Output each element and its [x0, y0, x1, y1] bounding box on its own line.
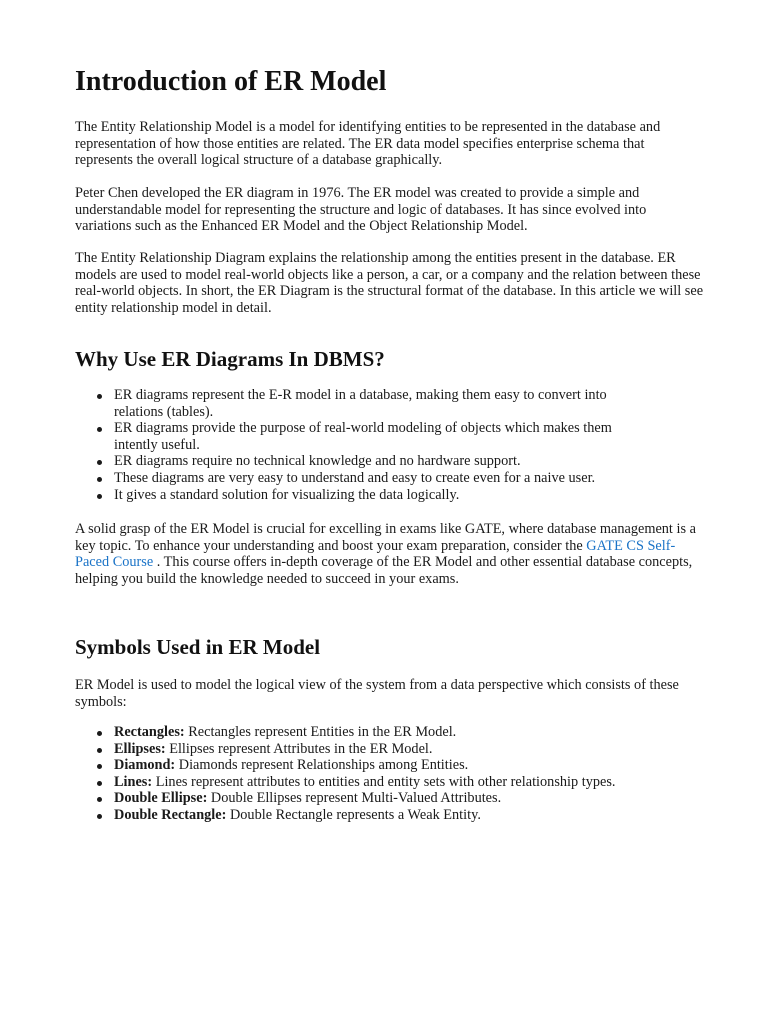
list-item-diamond	[114, 757, 705, 774]
section-heading-why: Why Use ER Diagrams In DBMS?	[75, 347, 385, 371]
symbol-desc: Lines represent attributes to entities and entity sets with other relationship types.	[152, 773, 616, 790]
gate-paragraph	[75, 521, 705, 587]
symbol-desc: Diamonds represent Relationships among Entities.	[175, 757, 469, 774]
symbols-intro: ER Model is used to model the logical view of the system from a data perspective which consists of these symbols:	[75, 677, 679, 710]
section-heading-symbols: Symbols Used in ER Model	[75, 635, 321, 659]
symbol-desc: Double Ellipses represent Multi-Valued Attributes.	[207, 790, 502, 807]
list-item: It gives a standard solution for visualizing the data logically.	[114, 487, 705, 504]
gate-text-before: A solid grasp of the ER Model is crucial for excelling in exams like GATE, where database management is a key topic. To enhance your understanding and boost your exam preparation, consider the	[75, 521, 696, 554]
list-item: ER diagrams require no technical knowledge and no hardware support.	[114, 453, 705, 470]
list-item: These diagrams are very easy to understand and easy to create even for a naive user.	[114, 470, 705, 487]
symbol-desc: Double Rectangle represents a Weak Entity.	[226, 806, 481, 823]
page-title: Introduction of ER Model	[75, 66, 387, 97]
symbol-term: Double Ellipse:	[114, 790, 208, 807]
list-item: ER diagrams represent the E-R model in a database, making them easy to convert into relations (tables).	[114, 387, 705, 420]
why-list	[75, 387, 705, 503]
symbol-term: Ellipses:	[114, 740, 166, 757]
intro-paragraph-2: Peter Chen developed the ER diagram in 1976. The ER model was created to provide a simple and understandable model for representing the structure and logic of databases. It has since evolved into variations such as the Enhanced ER Model and the Object Relationship Model.	[75, 185, 647, 235]
list-item-double-ellipse	[114, 790, 705, 807]
gate-course-link[interactable]: GATE CS Self-Paced Course	[75, 537, 676, 571]
symbol-term: Lines:	[114, 773, 153, 790]
symbol-term: Double Rectangle:	[114, 806, 227, 823]
intro-paragraph-1: The Entity Relationship Model is a model for identifying entities to be represented in the database and representation of how those entities are related. The ER data model specifies enterprise schema that represents the overall logical structure of a database graphically.	[75, 119, 661, 169]
list-item-lines	[114, 774, 705, 791]
list-item-rectangles	[114, 724, 705, 741]
symbol-term: Rectangles:	[114, 724, 185, 740]
list-item: ER diagrams provide the purpose of real-world modeling of objects which makes them intently useful.	[114, 420, 705, 453]
symbol-desc: Ellipses represent Attributes in the ER Model.	[165, 740, 433, 757]
list-item-double-rectangle	[114, 807, 705, 824]
gate-text-after: . This course offers in-depth coverage of the ER Model and other essential database concepts, helping you build the knowledge needed to succeed in your exams.	[75, 554, 693, 587]
symbol-desc: Rectangles represent Entities in the ER Model.	[184, 724, 457, 740]
intro-paragraph-3: The Entity Relationship Diagram explains the relationship among the entities present in the database. ER models are used to model real-world objects like a person, a car, or a company and the relation between these real-world objects. In short, the ER Diagram is the structural format of the database. In this article we will see entity relationship model in detail.	[75, 250, 704, 316]
symbol-term: Diamond:	[114, 757, 176, 774]
list-item-ellipses	[114, 741, 705, 758]
symbols-list	[75, 724, 705, 824]
